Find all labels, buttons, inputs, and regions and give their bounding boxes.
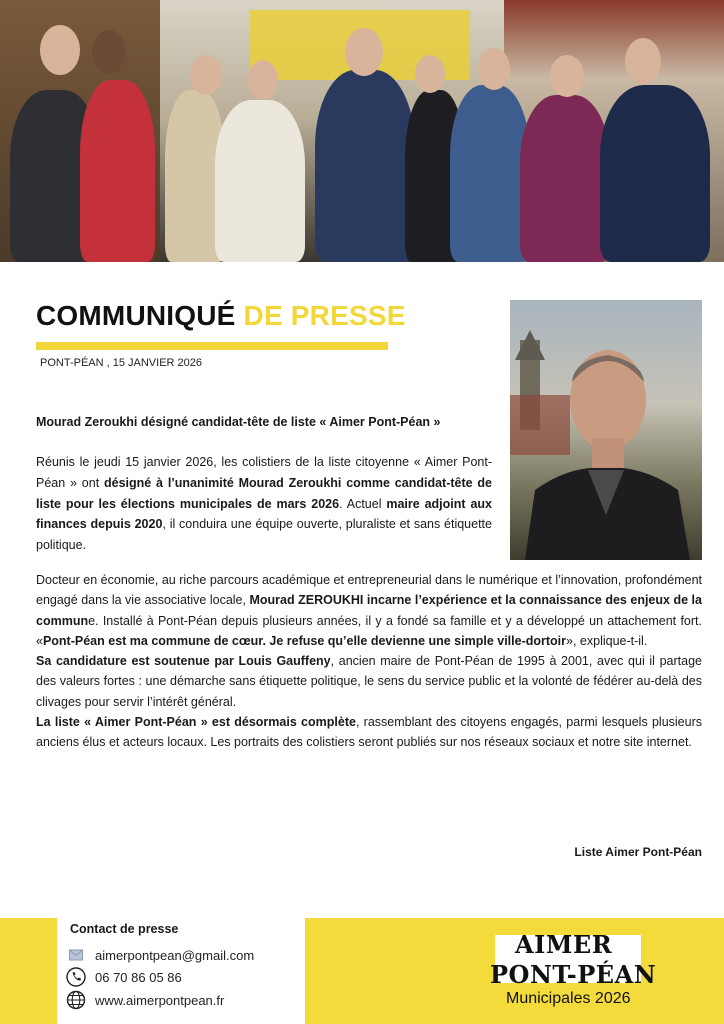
contact-email-row[interactable] — [65, 944, 254, 966]
title-part1: COMMUNIQUÉ — [36, 300, 236, 331]
body-text — [36, 570, 702, 753]
press-heading: Mourad Zeroukhi désigné candidat-tête de liste « Aimer Pont-Péan » — [36, 415, 441, 429]
group-photo — [0, 0, 724, 262]
intro-paragraph: Réunis le jeudi 15 janvier 2026, les colistiers de la liste citoyenne « Aimer Pont-Péan » ont désigné à l’unanimité Mourad Zeroukhi comme candidat-tête de liste pour les élections municipales de mars 2026. Actuel maire adjoint aux finances depuis 2020, il conduira une équipe ouverte, pluraliste et sans étiquette politique. — [36, 455, 492, 553]
list-paragraph: La liste « Aimer Pont-Péan » est désormais complète, rassemblant des citoyens engagés, parmi lesquels plusieurs anciens élus et acteurs locaux. Les portraits des colistiers seront publiés sur nos réseaux sociaux et notre site internet. — [36, 715, 702, 750]
logo-line1: AIMER — [515, 930, 613, 959]
signature: Liste Aimer Pont-Péan — [574, 845, 702, 859]
contact-website[interactable]: www.aimerpontpean.fr — [95, 992, 225, 1008]
contact-email[interactable]: aimerpontpean@gmail.com — [95, 947, 255, 963]
contact-phone-row[interactable] — [65, 966, 182, 988]
dateline: PONT-PÉAN , 15 JANVIER 2026 — [40, 357, 203, 369]
phone-icon — [65, 966, 87, 988]
title-underline — [36, 342, 388, 350]
envelope-icon — [65, 944, 87, 966]
candidate-portrait — [510, 300, 702, 560]
bio-paragraph: Docteur en économie, au riche parcours académique et entrepreneurial dans le numérique et l’innovation, profondément engagé dans la vie associative locale, Mourad ZEROUKHI incarne l’expérience et la connaissance des enjeux de la commune. Installé à Pont-Péan depuis plusieurs années, il y a fondé sa famille et y a développé un attachement fort. «Pont-Péan est ma commune de cœur. Je refuse qu’elle devienne une simple ville-dortoir», explique-t-il. — [36, 573, 702, 648]
logo-subtitle: Municipales 2026 — [506, 990, 631, 1007]
contact-website-row[interactable] — [65, 989, 224, 1011]
contact-phone[interactable]: 06 70 86 05 86 — [95, 969, 182, 985]
page-title — [36, 300, 406, 332]
support-paragraph: Sa candidature est soutenue par Louis Gauffeny, ancien maire de Pont-Péan de 1995 à 2001, avec qui il partage des valeurs fortes : une démarche sans étiquette politique, le sens du service public et la volonté de fédérer au-delà des clivages pour servir l’intérêt général. — [36, 654, 702, 709]
title-part2: DE PRESSE — [243, 300, 406, 331]
contact-title: Contact de presse — [70, 922, 179, 936]
globe-icon — [65, 989, 87, 1011]
logo-line2: PONT-PÉAN — [490, 960, 657, 989]
